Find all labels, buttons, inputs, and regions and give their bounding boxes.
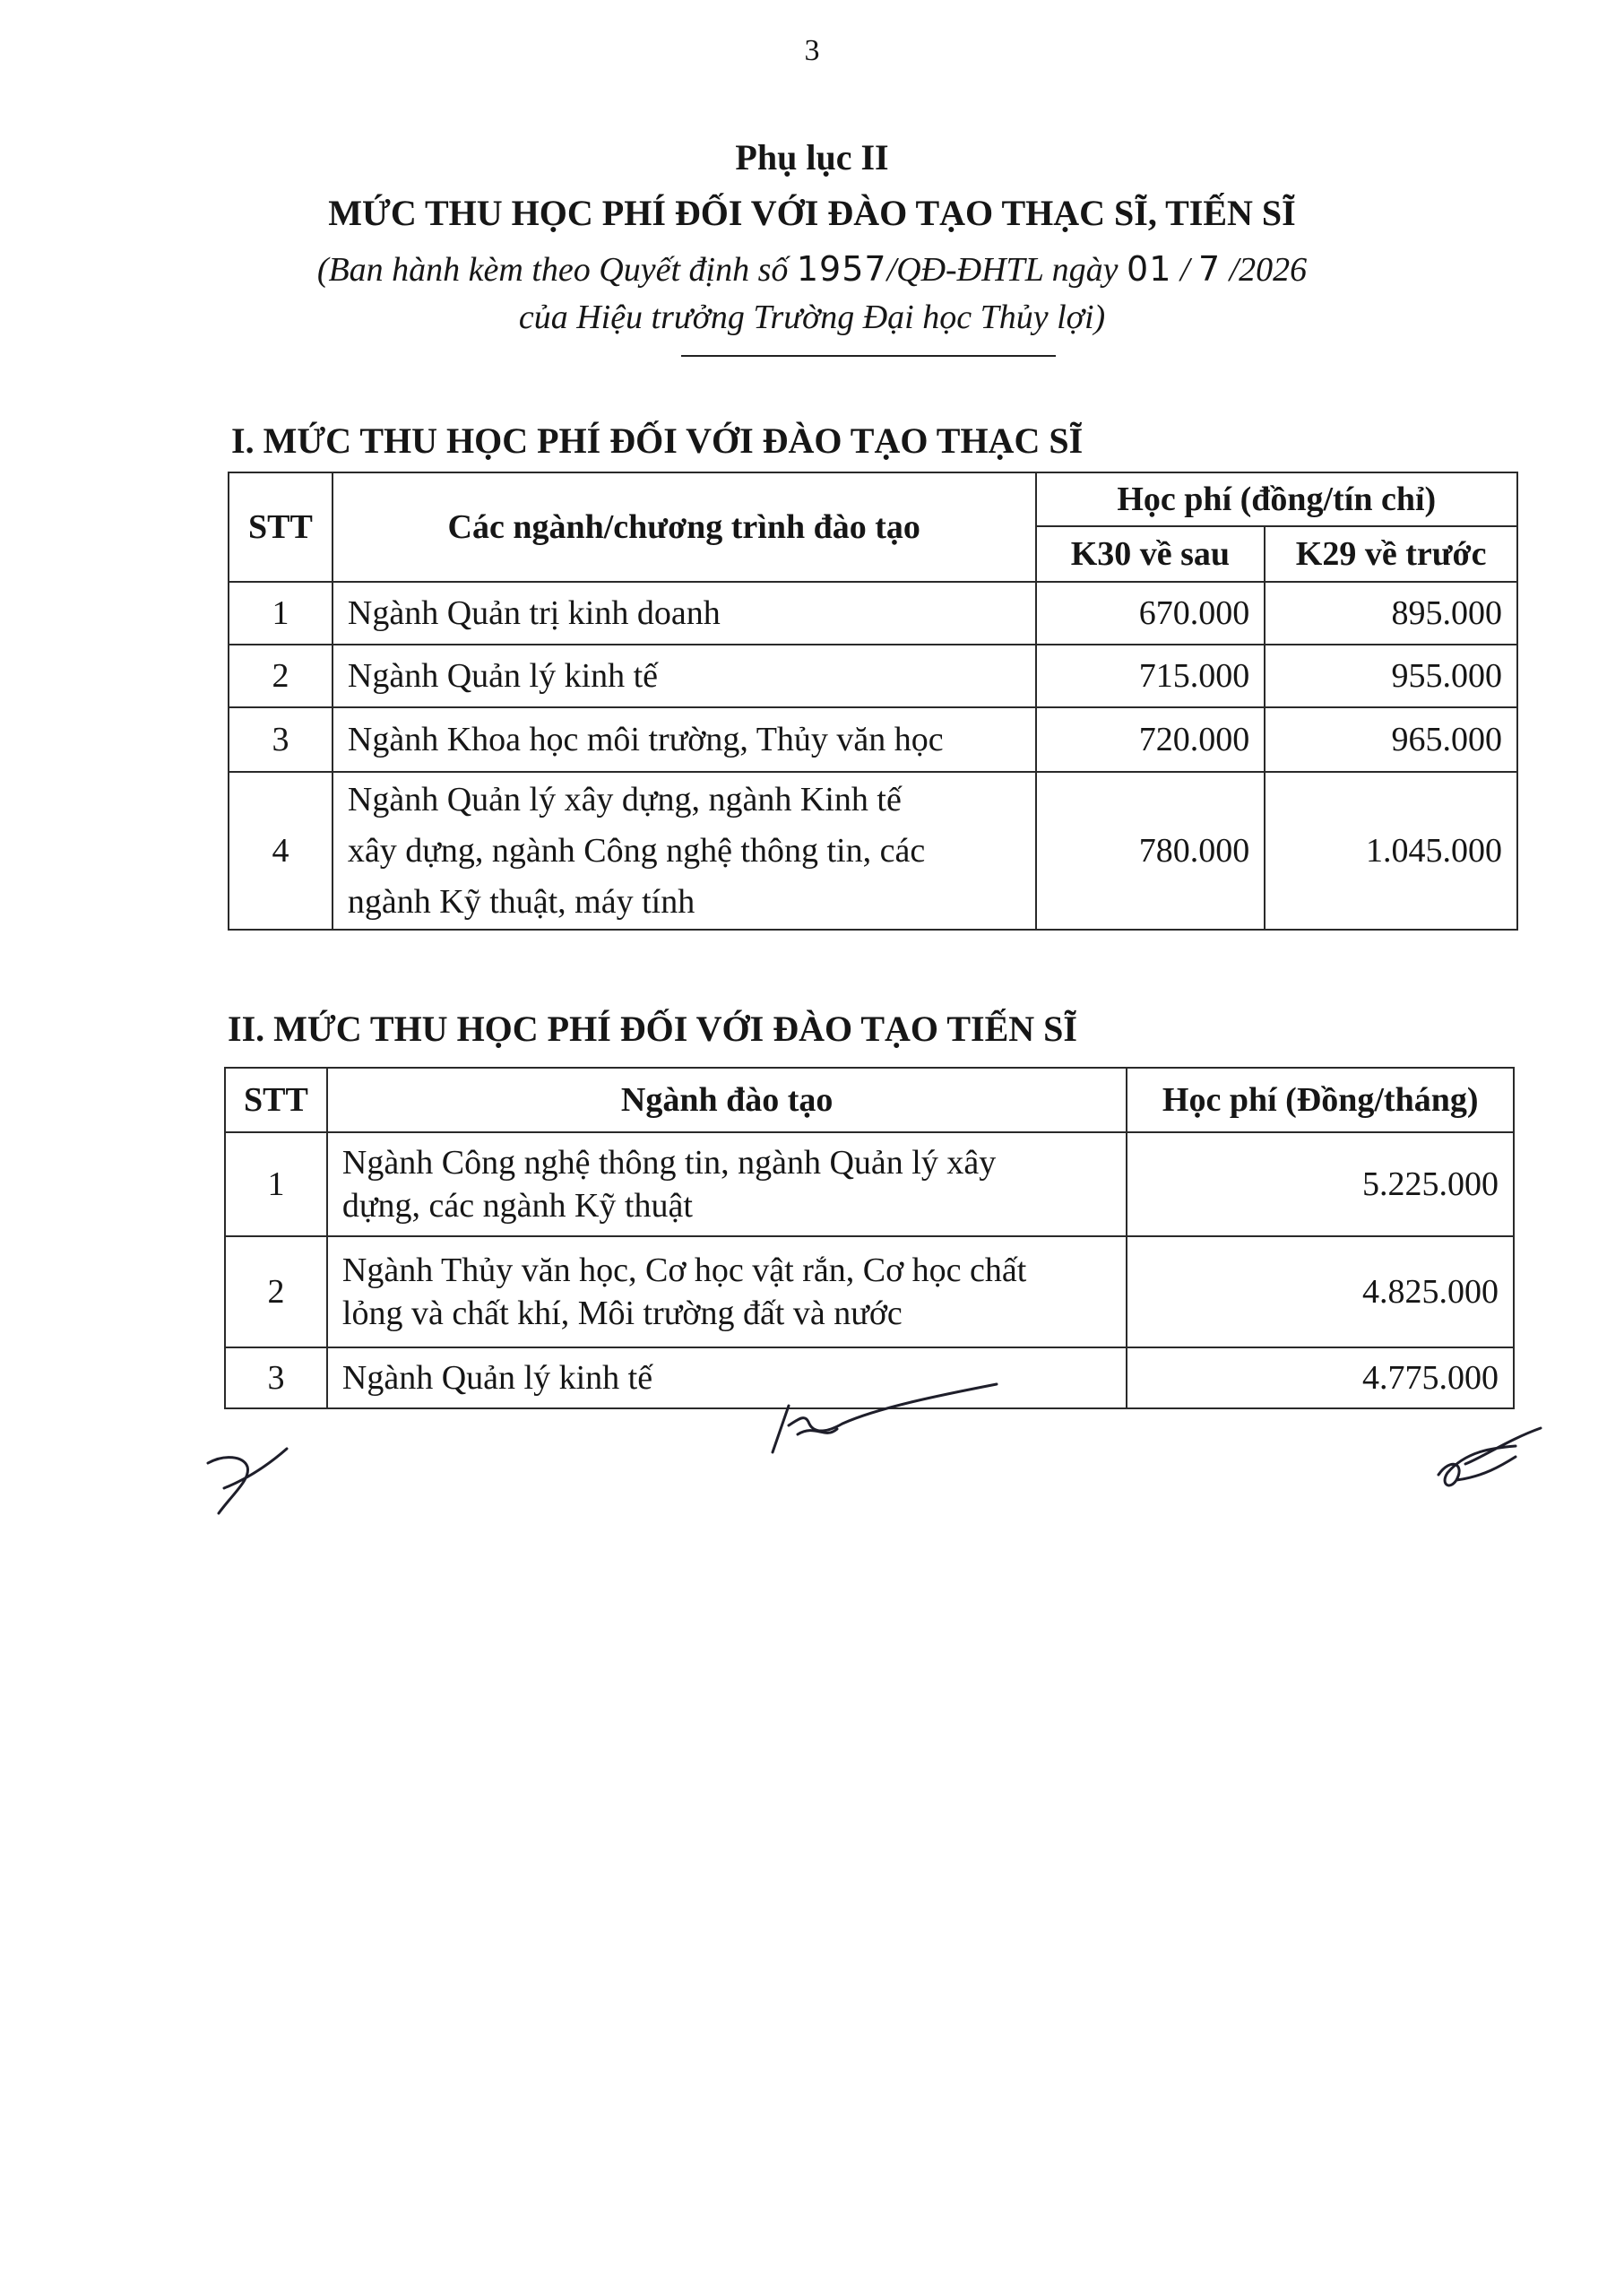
table-header-row (225, 1068, 1514, 1132)
initials-signature-center (762, 1372, 1004, 1461)
col-fee-header: Học phí (Đồng/tháng) (1127, 1068, 1514, 1132)
k30-fee-cell: 720.000 (1036, 707, 1266, 772)
table-row (229, 645, 1517, 707)
program-cell: Ngành Quản lý xây dựng, ngành Kinh tế xây dựng, ngành Công nghệ thông tin, các ngành Kỹ thuật, máy tính (333, 772, 1036, 930)
stt-cell: 2 (229, 645, 333, 707)
page-number: 3 (804, 34, 820, 67)
table-header-row (229, 472, 1517, 526)
doctoral-fee-table (224, 1067, 1515, 1409)
stt-cell: 1 (229, 582, 333, 645)
col-program-header: Các ngành/chương trình đào tạo (333, 472, 1036, 582)
k30-fee-cell: 715.000 (1036, 645, 1266, 707)
fee-cell: 5.225.000 (1127, 1132, 1514, 1236)
col-stt-header: STT (229, 472, 333, 582)
stt-cell: 4 (229, 772, 333, 930)
masters-fee-table (228, 472, 1518, 931)
appendix-label: Phụ lục II (735, 137, 889, 178)
col-stt-header: STT (225, 1068, 327, 1132)
k29-fee-cell: 965.000 (1265, 707, 1517, 772)
initials-signature-right (1430, 1421, 1546, 1502)
k30-fee-cell: 670.000 (1036, 582, 1266, 645)
table-row (225, 1132, 1514, 1236)
program-cell: Ngành Thủy văn học, Cơ học vật rắn, Cơ học chất lỏng và chất khí, Môi trường đất và nước (327, 1236, 1127, 1347)
masters-section-title: I. MỨC THU HỌC PHÍ ĐỐI VỚI ĐÀO TẠO THẠC SĨ (231, 420, 1084, 461)
fee-cell: 4.825.000 (1127, 1236, 1514, 1347)
handwritten-month: 7 (1197, 249, 1222, 289)
k29-fee-cell: 955.000 (1265, 645, 1517, 707)
col-k30-header: K30 về sau (1036, 526, 1266, 582)
header-divider (681, 355, 1056, 357)
program-cell: Ngành Quản lý kinh tế (327, 1347, 1127, 1408)
table-row (229, 582, 1517, 645)
k29-fee-cell: 1.045.000 (1265, 772, 1517, 930)
table-row (229, 772, 1517, 930)
col-k29-header: K29 về trước (1265, 526, 1517, 582)
table-row (225, 1236, 1514, 1347)
program-cell: Ngành Công nghệ thông tin, ngành Quản lý xây dựng, các ngành Kỹ thuật (327, 1132, 1127, 1236)
handwritten-day: 01 (1127, 249, 1172, 289)
handwritten-decision-number: 1957 (796, 249, 887, 289)
program-cell: Ngành Quản lý kinh tế (333, 645, 1036, 707)
stt-cell: 2 (225, 1236, 327, 1347)
program-cell: Ngành Quản trị kinh doanh (333, 582, 1036, 645)
issuance-line-1: (Ban hành kèm theo Quyết định số 1957/QĐ-ĐHTL ngày 01 / 7 /2026 (316, 249, 1308, 289)
issuance-line-2: của Hiệu trưởng Trường Đại học Thủy lợi) (518, 299, 1106, 336)
stt-cell: 1 (225, 1132, 327, 1236)
doctoral-section-title: II. MỨC THU HỌC PHÍ ĐỐI VỚI ĐÀO TẠO TIẾN SĨ (228, 1009, 1077, 1049)
table-row (229, 707, 1517, 772)
k29-fee-cell: 895.000 (1265, 582, 1517, 645)
stt-cell: 3 (225, 1347, 327, 1408)
col-program-header: Ngành đào tạo (327, 1068, 1127, 1132)
k30-fee-cell: 780.000 (1036, 772, 1266, 930)
initials-signature-left (197, 1443, 296, 1524)
fee-cell: 4.775.000 (1127, 1347, 1514, 1408)
document-title: MỨC THU HỌC PHÍ ĐỐI VỚI ĐÀO TẠO THẠC SĨ, TIẾN SĨ (328, 193, 1296, 233)
col-fee-header: Học phí (đồng/tín chỉ) (1036, 472, 1517, 526)
stt-cell: 3 (229, 707, 333, 772)
program-cell: Ngành Khoa học môi trường, Thủy văn học (333, 707, 1036, 772)
